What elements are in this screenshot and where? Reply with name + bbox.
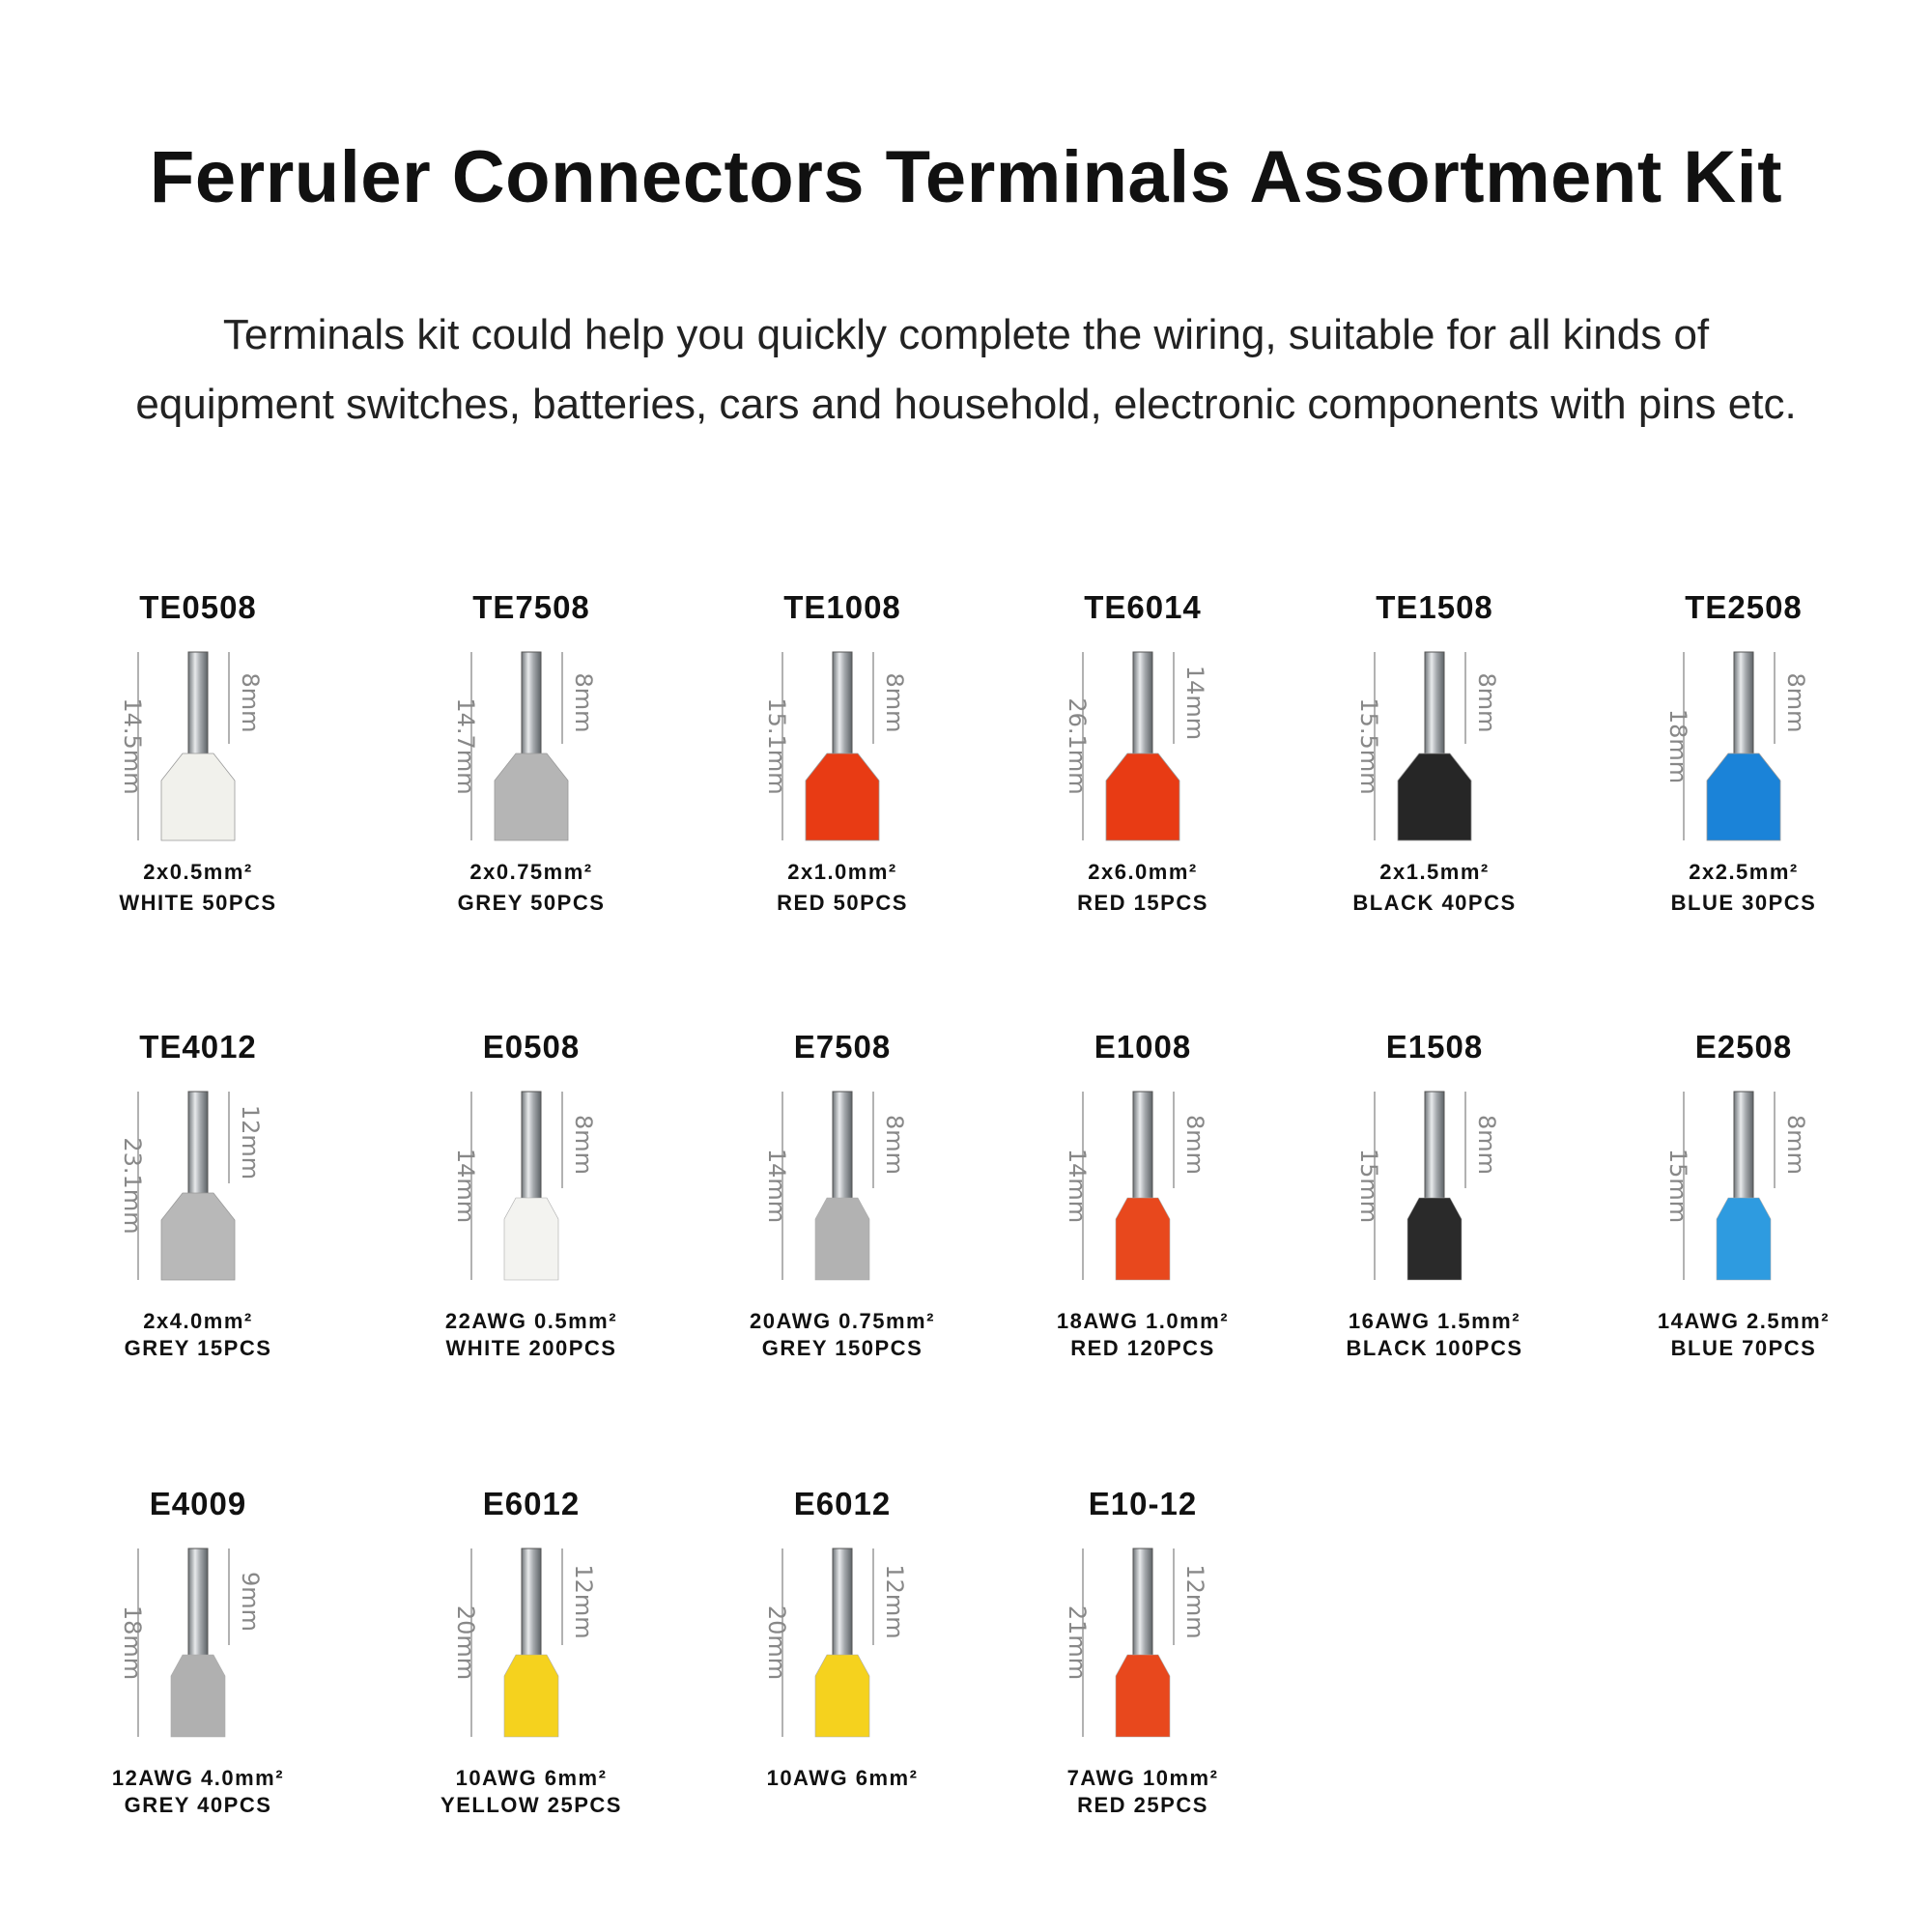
insulation-sleeve <box>161 1193 235 1280</box>
terminal-spec: 2x0.75mm² <box>469 860 593 884</box>
terminal-item-te1008 <box>697 589 987 995</box>
pin-length-label: 12mm <box>570 1564 597 1639</box>
metal-pin <box>188 1548 208 1660</box>
total-length-label: 20mm <box>763 1605 790 1681</box>
total-length-label: 14mm <box>763 1148 790 1224</box>
terminal-spec: 12AWG 4.0mm² <box>111 1766 285 1790</box>
insulation-sleeve <box>495 753 568 840</box>
pin-length-label: 8mm <box>881 672 908 733</box>
terminal-code: E7508 <box>793 1029 892 1065</box>
pin-length-label: 14mm <box>1181 665 1208 741</box>
terminal-spec: 22AWG 0.5mm² <box>444 1309 618 1333</box>
terminal-spec: 16AWG 1.5mm² <box>1348 1309 1521 1333</box>
terminal-color-quantity: GREY 150PCS <box>761 1336 923 1360</box>
metal-pin <box>188 652 208 758</box>
terminal-code: E1508 <box>1385 1029 1484 1065</box>
metal-pin <box>1734 652 1753 758</box>
metal-pin <box>522 1092 541 1203</box>
terminal-code: TE1008 <box>783 589 901 625</box>
terminal-item-te4012 <box>53 1029 343 1435</box>
terminal-code: E6012 <box>482 1486 581 1521</box>
terminal-color-quantity: BLUE 30PCS <box>1670 891 1817 915</box>
pin-length-label: 12mm <box>881 1564 908 1639</box>
pin-length-label: 9mm <box>237 1571 264 1633</box>
terminal-spec: 10AWG 6mm² <box>766 1766 919 1790</box>
metal-pin <box>188 1092 208 1198</box>
insulation-sleeve <box>815 1655 869 1737</box>
terminal-color-quantity: BLUE 70PCS <box>1670 1336 1817 1360</box>
terminal-code: TE7508 <box>472 589 590 625</box>
terminal-spec: 2x4.0mm² <box>143 1309 253 1333</box>
insulation-sleeve <box>1398 753 1471 840</box>
terminal-code: E6012 <box>793 1486 892 1521</box>
terminal-color-quantity: WHITE 200PCS <box>445 1336 617 1360</box>
terminal-item-e2508 <box>1599 1029 1889 1435</box>
terminal-color-quantity: WHITE 50PCS <box>119 891 277 915</box>
terminal-spec: 10AWG 6mm² <box>455 1766 608 1790</box>
pin-length-label: 8mm <box>881 1114 908 1176</box>
insulation-sleeve <box>171 1655 225 1737</box>
metal-pin <box>1734 1092 1753 1203</box>
pin-length-label: 8mm <box>1782 1114 1809 1176</box>
terminal-spec: 2x1.5mm² <box>1379 860 1490 884</box>
terminal-spec: 7AWG 10mm² <box>1066 1766 1219 1790</box>
terminal-color-quantity: RED 25PCS <box>1077 1793 1208 1817</box>
terminal-item-e10-12 <box>998 1486 1288 1891</box>
terminal-code: E10-12 <box>1088 1486 1198 1521</box>
terminal-item-e7508 <box>697 1029 987 1435</box>
pin-length-label: 8mm <box>1473 672 1500 733</box>
terminal-spec: 20AWG 0.75mm² <box>750 1309 935 1333</box>
terminal-color-quantity: GREY 15PCS <box>124 1336 272 1360</box>
terminal-code: TE1508 <box>1376 589 1493 625</box>
total-length-label: 15.5mm <box>1355 697 1382 795</box>
terminal-spec: 2x0.5mm² <box>143 860 253 884</box>
terminal-item-te0508 <box>53 589 343 995</box>
terminal-item-te7508 <box>386 589 676 995</box>
terminal-code: TE0508 <box>139 589 257 625</box>
terminal-code: TE2508 <box>1685 589 1803 625</box>
pin-length-label: 8mm <box>1782 672 1809 733</box>
total-length-label: 23.1mm <box>119 1137 146 1235</box>
insulation-sleeve <box>1116 1655 1170 1737</box>
terminal-color-quantity: GREY 50PCS <box>457 891 606 915</box>
terminal-spec: 2x1.0mm² <box>787 860 897 884</box>
total-length-label: 14mm <box>452 1148 479 1224</box>
total-length-label: 20mm <box>452 1605 479 1681</box>
terminal-item-te6014 <box>998 589 1288 995</box>
pin-length-label: 8mm <box>570 1114 597 1176</box>
terminal-color-quantity: BLACK 100PCS <box>1346 1336 1523 1360</box>
metal-pin <box>833 1092 852 1203</box>
terminal-item-te1508 <box>1290 589 1579 995</box>
terminal-item-e6012 <box>697 1486 987 1891</box>
insulation-sleeve <box>1707 753 1780 840</box>
insulation-sleeve <box>504 1198 558 1280</box>
metal-pin <box>1425 1092 1444 1203</box>
pin-length-label: 12mm <box>237 1104 264 1180</box>
terminal-code: TE6014 <box>1084 589 1202 625</box>
metal-pin <box>522 652 541 758</box>
insulation-sleeve <box>815 1198 869 1280</box>
insulation-sleeve <box>806 753 879 840</box>
metal-pin <box>1133 1092 1152 1203</box>
terminal-code: E1008 <box>1094 1029 1192 1065</box>
total-length-label: 18mm <box>119 1605 146 1681</box>
total-length-label: 15mm <box>1355 1148 1382 1224</box>
terminal-color-quantity: BLACK 40PCS <box>1352 891 1517 915</box>
terminal-item-e4009 <box>53 1486 343 1891</box>
total-length-label: 15.1mm <box>763 697 790 795</box>
terminal-spec: 14AWG 2.5mm² <box>1657 1309 1831 1333</box>
terminal-code: E0508 <box>482 1029 581 1065</box>
terminal-code: E2508 <box>1694 1029 1793 1065</box>
total-length-label: 26.1mm <box>1064 697 1091 795</box>
metal-pin <box>1133 652 1152 758</box>
pin-length-label: 8mm <box>1181 1114 1208 1176</box>
terminal-item-e1008 <box>998 1029 1288 1435</box>
metal-pin <box>522 1548 541 1660</box>
terminal-color-quantity: RED 120PCS <box>1070 1336 1215 1360</box>
terminal-item-te2508 <box>1599 589 1889 995</box>
terminal-item-e6012 <box>386 1486 676 1891</box>
terminal-code: TE4012 <box>139 1029 257 1065</box>
insulation-sleeve <box>504 1655 558 1737</box>
pin-length-label: 12mm <box>1181 1564 1208 1639</box>
terminal-code: E4009 <box>149 1486 247 1521</box>
terminal-color-quantity: RED 15PCS <box>1077 891 1208 915</box>
terminal-spec: 2x2.5mm² <box>1689 860 1799 884</box>
pin-length-label: 8mm <box>570 672 597 733</box>
metal-pin <box>833 652 852 758</box>
terminal-color-quantity: GREY 40PCS <box>124 1793 272 1817</box>
pin-length-label: 8mm <box>1473 1114 1500 1176</box>
total-length-label: 15mm <box>1664 1148 1691 1224</box>
total-length-label: 14.5mm <box>119 697 146 795</box>
total-length-label: 14mm <box>1064 1148 1091 1224</box>
metal-pin <box>1425 652 1444 758</box>
terminal-color-quantity: RED 50PCS <box>777 891 908 915</box>
insulation-sleeve <box>1106 753 1179 840</box>
metal-pin <box>833 1548 852 1660</box>
metal-pin <box>1133 1548 1152 1660</box>
total-length-label: 21mm <box>1064 1605 1091 1681</box>
terminal-spec: 18AWG 1.0mm² <box>1056 1309 1230 1333</box>
description-line-2: equipment switches, batteries, cars and household, electronic components with pins etc. <box>135 381 1797 428</box>
terminal-spec: 2x6.0mm² <box>1088 860 1198 884</box>
total-length-label: 18mm <box>1664 708 1691 784</box>
insulation-sleeve <box>1116 1198 1170 1280</box>
terminal-item-e0508 <box>386 1029 676 1435</box>
insulation-sleeve <box>1717 1198 1771 1280</box>
terminal-color-quantity: YELLOW 25PCS <box>440 1793 622 1817</box>
description-line-1: Terminals kit could help you quickly complete the wiring, suitable for all kinds of <box>222 311 1710 358</box>
page-title: Ferruler Connectors Terminals Assortment Kit <box>149 136 1783 218</box>
insulation-sleeve <box>161 753 235 840</box>
total-length-label: 14.7mm <box>452 697 479 795</box>
insulation-sleeve <box>1407 1198 1462 1280</box>
terminal-item-e1508 <box>1290 1029 1579 1435</box>
pin-length-label: 8mm <box>237 672 264 733</box>
